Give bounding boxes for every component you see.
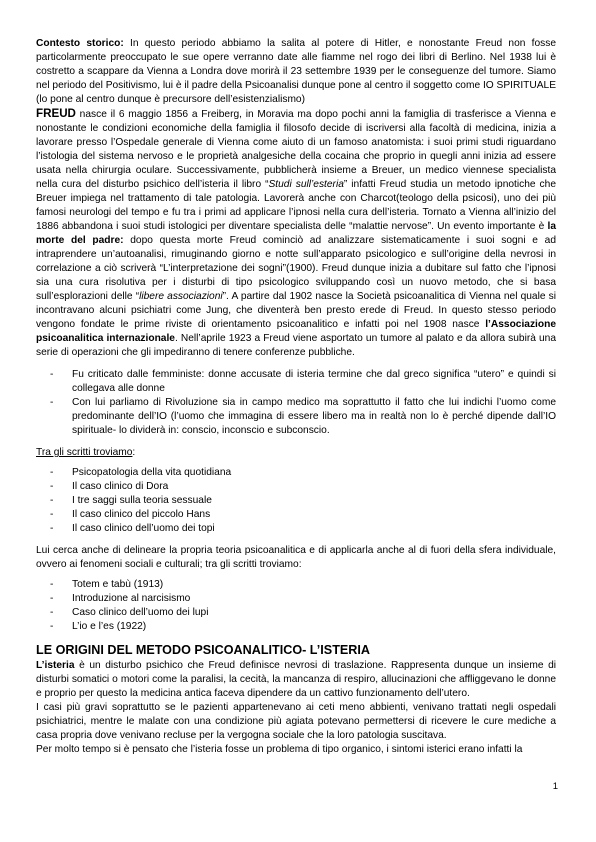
list-item: - Fu criticato dalle femministe: donne accusate di isteria termine che dal greco significa “utero” e quindi si collegava alle donne [36,368,556,396]
document-page [36,37,556,757]
bio-text: . Nell’aprile 1923 a Freud viene asportato un tumore al palato e da allora subirà una serie di operazioni che gli impediranno di tenere conferenze pubbliche. [36,333,556,358]
page-number: 1 [552,781,558,792]
context-paragraph [36,37,556,107]
father-death-emphasis: la morte del padre: [36,221,556,246]
points-list [36,368,556,438]
libere-associazioni: libere associazioni [139,291,223,302]
association-emphasis: l’Associazione psicoanalitica internazionale [36,319,556,344]
list-item: - Caso clinico dell’uomo dei lupi [36,606,556,620]
list-item: - Il caso clinico di Dora [36,480,556,494]
list-item: - Il caso clinico dell’uomo dei topi [36,522,556,536]
hysteria-text: è un disturbo psichico che Freud definisce nevrosi di traslazione. Rappresenta dunque un insieme di disturbi somatici o motori come la paralisi, la cecità, la mancanza di respiro, allucinazioni che affliggevano le donne e proprio per questo la medicina antica faceva dipendere da un cattivo funzionamento dell’utero. [36,660,556,699]
hysteria-paragraph-3: Per molto tempo si è pensato che l’isteria fosse un problema di tipo organico, i sintomi isterici erano infatti la [36,744,523,755]
context-text: In questo periodo abbiamo la salita al potere di Hitler, e nonostante Freud non fosse particolarmente preoccupato le sue opere verranno date alle fiamme nel rogo dei libri di Berlino. Nel 1938 lui è costretto a scappare da Vienna a Londra dove morirà il 23 settembre 1939 per le conseguenze del tumore. Siamo nel periodo del Positivismo, lui è il padre della Psicoanalisi dunque pone al centro il soggetto come IO SPIRITUALE (lo pone al centro dunque è precursore dell’esistenzialismo) [36,38,556,105]
biography-paragraph [36,107,556,360]
list-item: - Il caso clinico del piccolo Hans [36,508,556,522]
section-title: LE ORIGINI DEL METODO PSICOANALITICO- L’ISTERIA [36,643,370,657]
bio-text: ” infatti Freud studia un metodo ipnotiche che Breuer impiega nel trattamento di tale patologia. Lavorerà anche con Charcot(teologo della psicosi), uno dei più famosi neurologi del tempo e fu tra i primi ad applicare l’ipnosi nella cura dell’isteria. Tornato a Vienna all’inizio del 1886 abbandona i suoi studi istologici per diventare specialista delle “malattie nervose”. Un evento importante è [36,179,556,232]
freud-name: FREUD [36,107,76,120]
writings-heading-text: Tra gli scritti troviamo [36,447,133,458]
bio-text: nasce il 6 maggio 1856 a Freiberg, in Moravia ma dopo pochi anni la famiglia di trasferisce a Vienna e nonostante le condizioni economiche della famiglia il filosofo decide di iscriversi alla facoltà di medicina, inizia a lavorare presso l’Ospedale generale di Vienna come aiuto di un famoso anatomista: i suoi primi studi riguardano l’istologia del sistema nervoso e le proprietà analgesiche della cocaina che proprio in quegli anni inizia ad essere usata nella chirurgia oculare. Successivamente, pubblicherà insieme a Breuer, un medico viennese specialista nella cura del disturbo psichico dell’isteria il libro “ [36,109,556,190]
list-item: - L’io e l’es (1922) [36,620,556,634]
social-paragraph: Lui cerca anche di delineare la propria teoria psicoanalitica e di applicarla anche al di fuori della sfera individuale, ovvero ai fenomeni sociali e culturali; tra gli scritti troviamo: [36,545,556,570]
list-item: - Psicopatologia della vita quotidiana [36,466,556,480]
writings-heading-colon: : [132,447,136,458]
isteria-emphasis: L’isteria [36,660,75,671]
hysteria-paragraph-2: I casi più gravi soprattutto se le pazienti appartenevano ai ceti meno abbienti, venivano trattati negli ospedali psichiatrici, mentre le malate con una condizione più agiata potevano permettersi di ricevere le cure mediche a casa propria dove venivano recluse per la vergogna sociale che la loro patologia suscitava. [36,702,556,741]
writings-list [36,466,556,536]
hysteria-paragraph [36,659,556,701]
writings2-list [36,578,556,634]
context-label: Contesto storico: [36,38,124,49]
list-item: - Introduzione al narcisismo [36,592,556,606]
list-item: - Totem e tabù (1913) [36,578,556,592]
bio-text: ”. A partire dal 1902 nasce la Società psicoanalitica di Vienna nel quale si incontravano alcuni psichiatri come Jung, che diventerà ben presto erede di Freud. In questo stesso periodo vengono fondate le prime riviste di orientamento psicoanalitico e infatti poi nel 1908 nasce [36,291,556,330]
bio-text: dopo questa morte Freud cominciò ad analizzare sistematicamente i suoi sogni e ad intraprendere un’autoanalisi, rimuginando giorno e notte sull’apparato psicologico e sull’origine della nevrosi in correlazione a ciò scriverà “L’interpretazione dei sogni”(1900). Freud dunque inizia a dubitare sul fatto che l’ipnosi sia una cura risolutiva per i disturbi di tipo psicologico sviluppando così un nuovo metodo, che si basa sull’esplorazioni delle “ [36,235,556,302]
writings-heading [36,446,556,460]
list-item: - Con lui parliamo di Rivoluzione sia in campo medico ma soprattutto il fatto che lui indichi l’uomo come predominante dell’IO (l’uomo che immagina di essere libero ma in realtà non lo è perché dipende dall’IO spirituale- lo dividerà in: conscio, inconscio e subconscio. [36,396,556,438]
book-title-studi: Studi sull’esteria [268,179,344,190]
list-item: - I tre saggi sulla teoria sessuale [36,494,556,508]
